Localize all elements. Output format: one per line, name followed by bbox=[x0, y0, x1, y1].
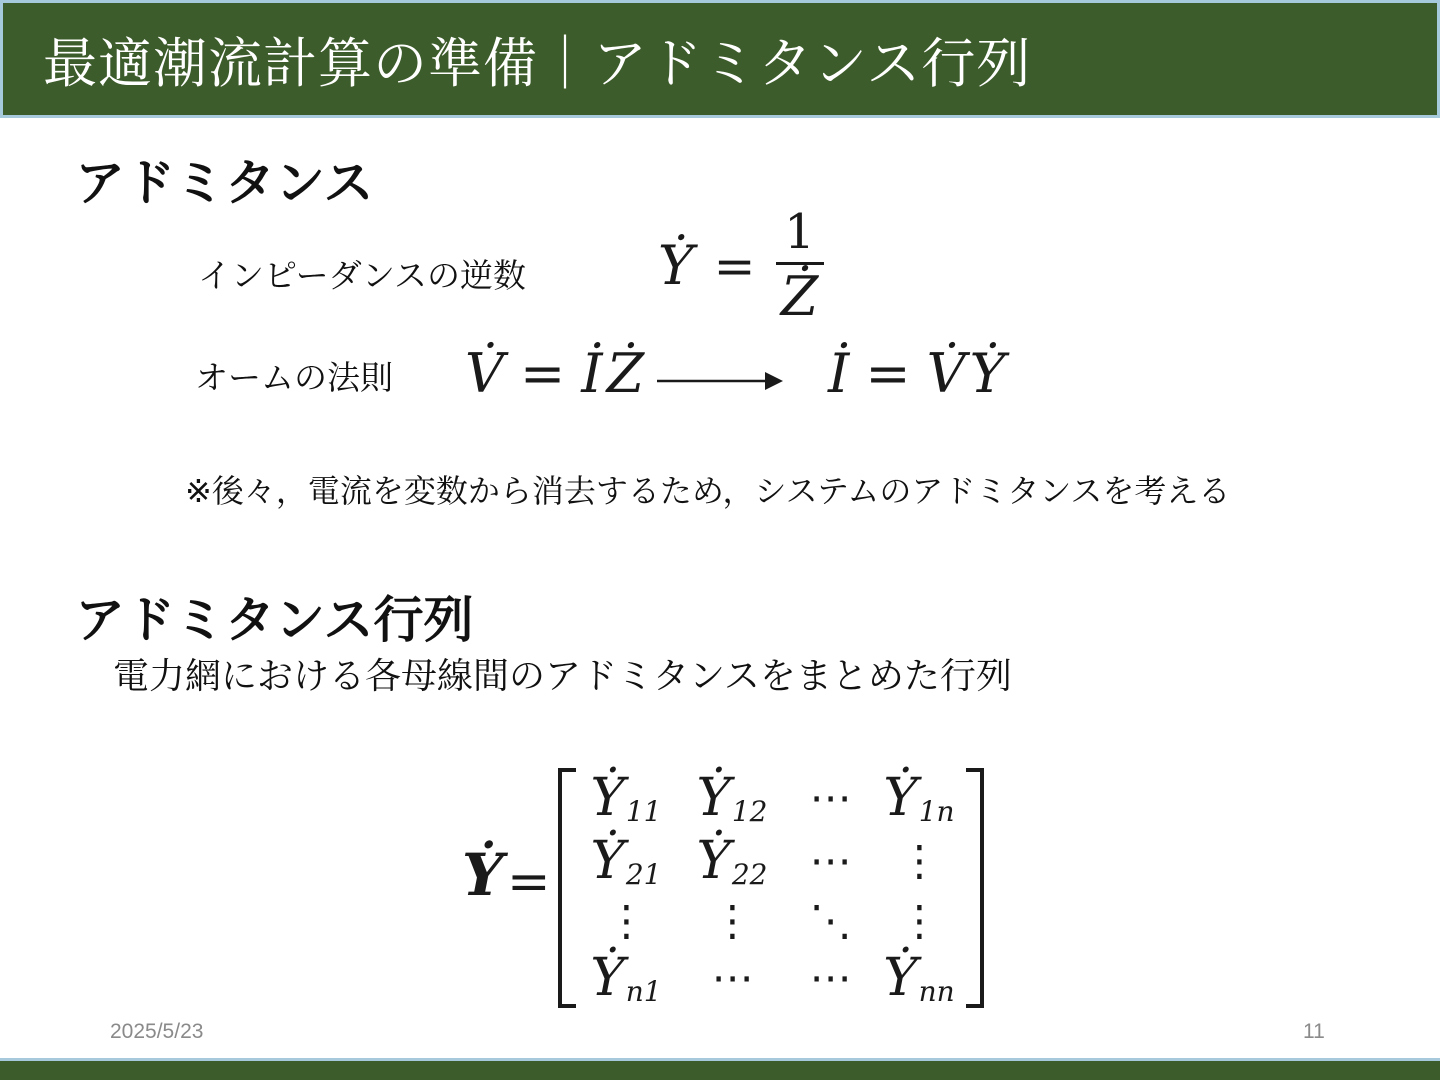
slide-header bbox=[0, 0, 1440, 118]
matrix-cell: ⋯ bbox=[809, 953, 852, 1002]
ohms-law-label: オームの法則 bbox=[195, 359, 393, 396]
matrix-right-bracket bbox=[966, 768, 984, 1008]
formula-lhs: Ẏ bbox=[658, 234, 694, 297]
matrix-cell: ⋯ bbox=[809, 836, 852, 885]
formula-lhs: V̇ bbox=[465, 342, 504, 405]
arrow-right-icon bbox=[655, 368, 785, 394]
footer-bar bbox=[0, 1058, 1440, 1080]
matrix-cell: Ẏ nn bbox=[883, 948, 955, 1008]
formula-admittance-definition bbox=[658, 196, 824, 336]
footer-page-number: 11 bbox=[1303, 1020, 1325, 1043]
matrix-description: 電力網における各母線間のアドミタンスをまとめた行列 bbox=[113, 655, 1012, 696]
matrix-cell: Ẏ 21 bbox=[590, 831, 662, 891]
equals-sign: = bbox=[520, 342, 566, 405]
formula-ohms-law bbox=[465, 336, 644, 412]
slide-title: 最適潮流計算の準備｜アドミタンス行列 bbox=[43, 33, 1032, 94]
footer-date: 2025/5/23 bbox=[110, 1020, 204, 1043]
formula-rhs1: V̇ bbox=[926, 342, 966, 405]
note-text: ※後々，電流を変数から消去するため，システムのアドミタンスを考える bbox=[185, 473, 1231, 509]
matrix-equals: = bbox=[507, 852, 551, 912]
section1-heading: アドミタンス bbox=[75, 155, 374, 211]
matrix-cell: Ẏ n1 bbox=[590, 948, 662, 1008]
matrix-cell: ⋮ bbox=[898, 836, 941, 885]
matrix-cell: Ẏ 1n bbox=[883, 768, 955, 828]
section2-heading: アドミタンス行列 bbox=[75, 592, 474, 648]
formula-rhs1: İ bbox=[581, 342, 603, 405]
formula-lhs: İ bbox=[828, 342, 850, 405]
fraction-denominator: Ż bbox=[780, 265, 819, 329]
matrix-cell: ⋮ bbox=[898, 896, 941, 945]
matrix-left-bracket bbox=[558, 768, 576, 1008]
formula-current-admittance bbox=[828, 336, 1005, 412]
fraction bbox=[776, 205, 824, 327]
formula-rhs2: Ẏ bbox=[969, 342, 1006, 405]
formula-rhs2: Ż bbox=[606, 342, 645, 405]
equals-sign: = bbox=[713, 237, 756, 295]
matrix-cell: ⋮ bbox=[711, 896, 754, 945]
matrix-cell: ⋯ bbox=[711, 953, 754, 1002]
equals-sign: = bbox=[865, 342, 911, 405]
matrix-lhs: Ẏ bbox=[462, 841, 504, 909]
matrix-cell: ⋮ bbox=[605, 896, 648, 945]
fraction-numerator: 1 bbox=[784, 204, 815, 261]
impedance-label: インピーダンスの逆数 bbox=[198, 257, 527, 294]
matrix-cell: ⋯ bbox=[809, 773, 852, 822]
admittance-matrix bbox=[576, 768, 966, 1008]
matrix-cell: ⋱ bbox=[809, 896, 852, 945]
matrix-cell: Ẏ 22 bbox=[696, 831, 768, 891]
matrix-cell: Ẏ 12 bbox=[696, 768, 768, 828]
matrix-cell: Ẏ 11 bbox=[590, 768, 662, 828]
